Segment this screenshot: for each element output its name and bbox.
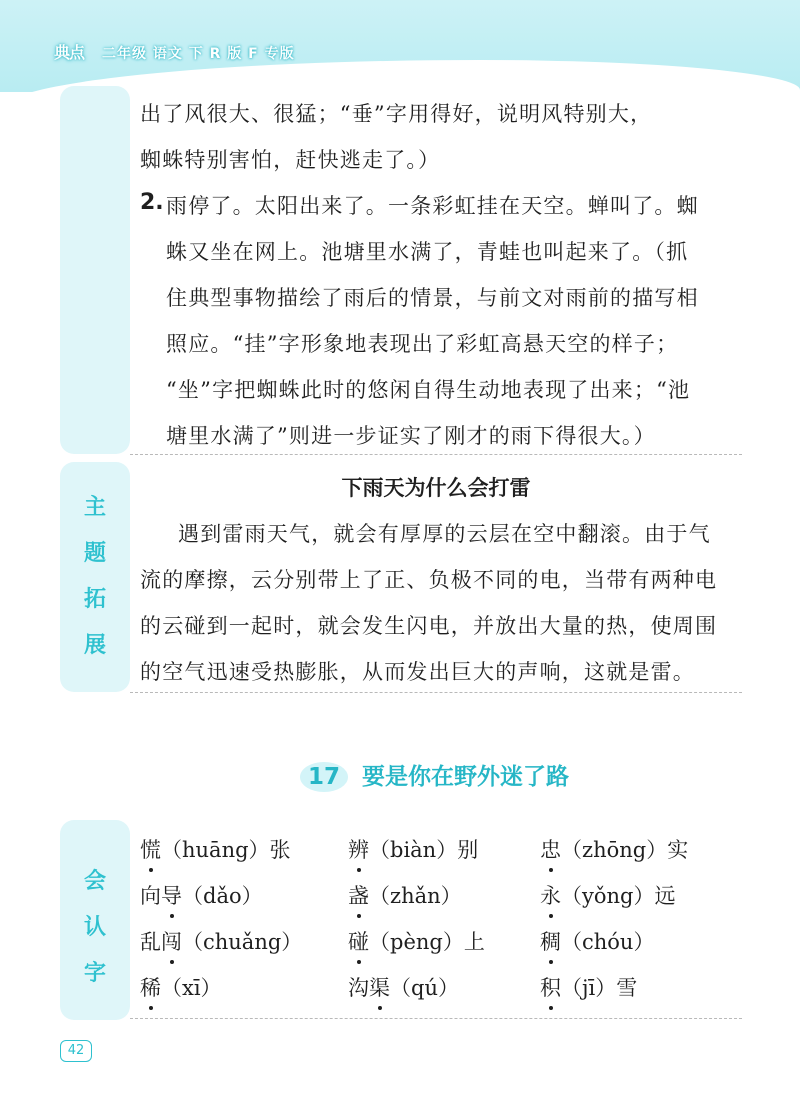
answer-line: 照应。“挂”字形象地表现出了彩虹高悬天空的样子；: [166, 332, 679, 356]
passage-line: 蜘蛛特别害怕，赶快逃走了。）: [140, 148, 441, 172]
lesson-number: 17: [300, 762, 348, 792]
word-item: 稀（xī）: [140, 972, 222, 1002]
theme-title: 下雨天为什么会打雷: [341, 476, 531, 500]
lesson-heading: [300, 758, 569, 792]
word-item: 辨（biàn）别: [348, 834, 478, 864]
side-panel-theme: [60, 462, 130, 692]
side-label-char: 题: [83, 541, 106, 566]
side-label-char: 展: [83, 633, 106, 658]
lesson-title: 要是你在野外迷了路: [362, 764, 570, 790]
side-label-char: 字: [83, 961, 106, 986]
divider: [130, 692, 742, 693]
theme-line: 的云碰到一起时，就会发生闪电，并放出大量的热，使周围: [140, 614, 718, 638]
answer-line: 塘里水满了”则进一步证实了刚才的雨下得很大。）: [166, 424, 656, 448]
word-item: 忠（zhōng）实: [540, 834, 688, 864]
answer-number: 2.: [140, 190, 164, 215]
page-number: 42: [60, 1040, 92, 1062]
answer-line: “坐”字把蜘蛛此时的悠闲自得生动地表现了出来；“池: [166, 378, 691, 402]
word-item: 乱闯（chuǎng）: [140, 926, 302, 956]
answer-line: 蛛又坐在网上。池塘里水满了，青蛙也叫起来了。（抓: [166, 240, 689, 264]
word-item: 向导（dǎo）: [140, 880, 263, 910]
word-item: 碰（pèng）上: [348, 926, 485, 956]
word-item: 沟渠（qú）: [348, 972, 459, 1002]
divider: [130, 454, 742, 455]
grade-info: 二年级 语文 下 R 版 F 专版: [102, 46, 295, 62]
answer-line: 雨停了。太阳出来了。一条彩虹挂在天空。蝉叫了。蜘: [166, 194, 699, 218]
passage-line: 出了风很大、很猛；“垂”字用得好，说明风特别大，: [140, 102, 653, 126]
word-item: 稠（chóu）: [540, 926, 654, 956]
side-label-char: 主: [83, 495, 106, 520]
side-panel-recognize: [60, 820, 130, 1020]
side-panel-answers: [60, 86, 130, 454]
side-label-char: 拓: [83, 587, 106, 612]
side-label-char: 认: [83, 915, 106, 940]
divider: [130, 1018, 742, 1019]
brand-logo: 典点: [54, 43, 85, 62]
word-item: 积（jī）雪: [540, 972, 637, 1002]
side-label-char: 会: [83, 869, 106, 894]
word-item: 盏（zhǎn）: [348, 880, 462, 910]
word-item: 永（yǒng）远: [540, 880, 675, 910]
theme-line: 流的摩擦，云分别带上了正、负极不同的电，当带有两种电: [140, 568, 718, 592]
word-item: 慌（huāng）张: [140, 834, 291, 864]
theme-line: 的空气迅速受热膨胀，从而发出巨大的声响，这就是雷。: [140, 660, 695, 684]
answer-line: 住典型事物描绘了雨后的情景，与前文对雨前的描写相: [166, 286, 699, 310]
theme-line: 遇到雷雨天气，就会有厚厚的云层在空中翻滚。由于气: [178, 522, 711, 546]
